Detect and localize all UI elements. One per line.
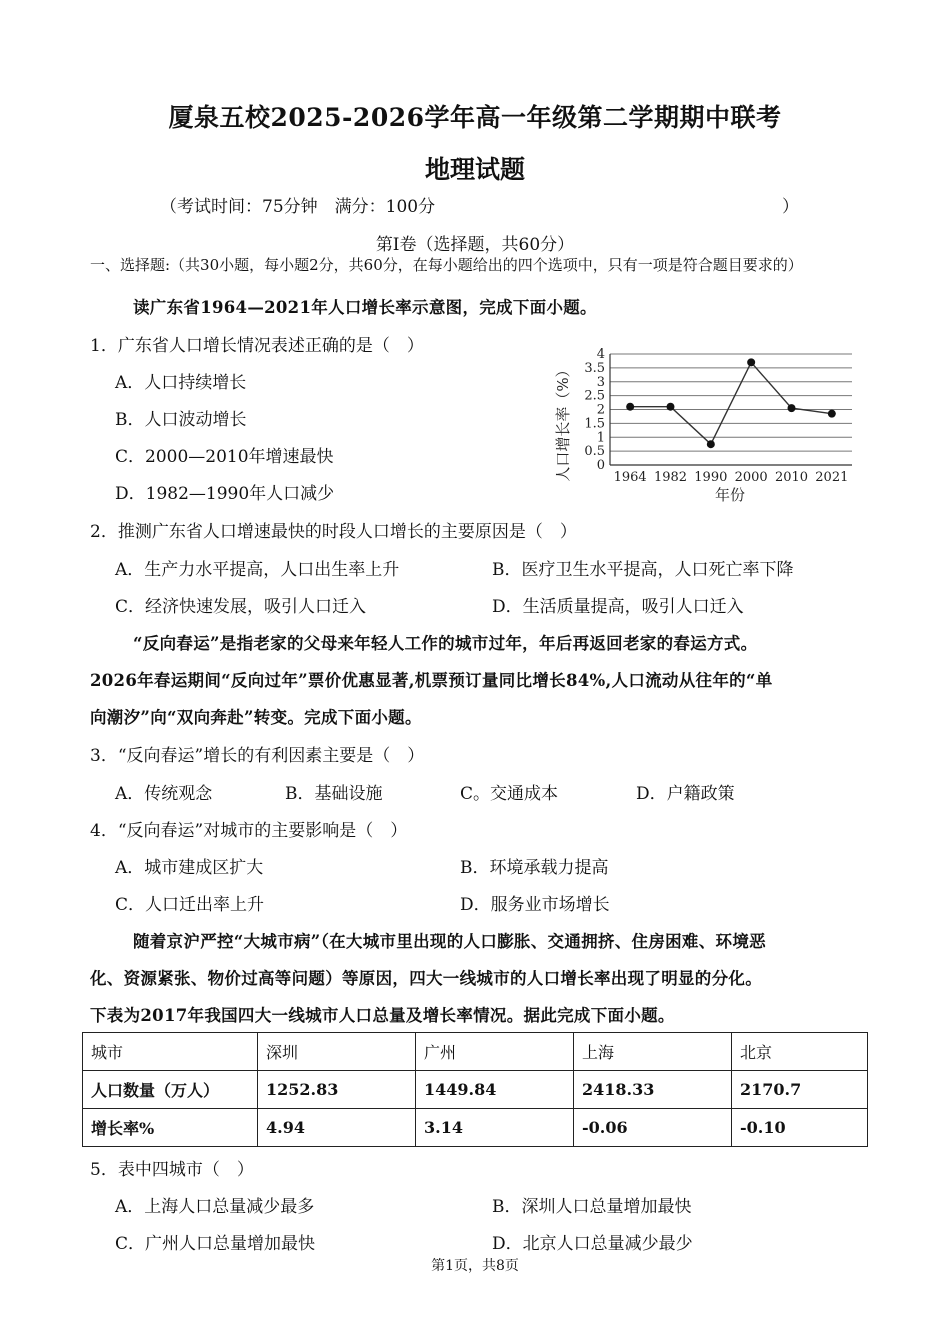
- table-cell: 城市: [83, 1033, 258, 1071]
- y-tick-label: 1: [596, 430, 605, 446]
- q3-option-c: C。交通成本: [460, 784, 559, 804]
- section3-para-line2: 化、资源紧张、物价过高等问题）等原因，四大一线城市的人口增长率出现了明显的分化。: [90, 969, 762, 988]
- exam-title: 厦泉五校2025-2026学年高一年级第二学期期中联考: [168, 103, 782, 132]
- data-point: [707, 440, 715, 448]
- table-cell: 2170.7: [732, 1071, 868, 1109]
- section2-para-line1: “反向春运”是指老家的父母来年轻人工作的城市过年，年后再返回老家的春运方式。: [133, 634, 758, 653]
- y-tick-label: 0.5: [584, 444, 605, 460]
- q3-stem: 3．“反向春运”增长的有利因素主要是（ ）: [90, 746, 425, 766]
- table-cell: 广州: [416, 1033, 574, 1071]
- data-point: [788, 404, 796, 412]
- q1-option-b: B．人口波动增长: [115, 410, 247, 430]
- volume-heading: 第Ⅰ卷（选择题，共60分）: [375, 235, 575, 255]
- exam-info-close: ）: [782, 197, 799, 217]
- y-axis-label: 人口增长率（%）: [554, 362, 572, 482]
- q2-option-c: C．经济快速发展，吸引人口迁入: [115, 597, 367, 617]
- section1-intro: 读广东省1964—2021年人口增长率示意图，完成下面小题。: [133, 298, 597, 317]
- q4-option-b: B．环境承载力提高: [460, 858, 609, 878]
- q4-option-c: C．人口迁出率上升: [115, 895, 265, 915]
- table-cell: 2418.33: [574, 1071, 732, 1109]
- table-cell: 3.14: [416, 1109, 574, 1147]
- q5-option-b: B．深圳人口总量增加最快: [492, 1197, 692, 1217]
- data-point: [667, 403, 675, 411]
- data-point: [747, 358, 755, 366]
- table-cell: 上海: [574, 1033, 732, 1071]
- q1-stem: 1．广东省人口增长情况表述正确的是（ ）: [90, 336, 424, 356]
- q5-option-a: A．上海人口总量减少最多: [115, 1197, 315, 1217]
- table-cell: 人口数量（万人）: [83, 1071, 258, 1109]
- page-footer: 第1页，共8页: [431, 1258, 519, 1274]
- exam-info: （考试时间：75分钟 满分：100分: [160, 197, 436, 217]
- x-tick-label: 1964: [613, 470, 647, 485]
- y-tick-label: 0: [596, 458, 605, 473]
- section3-para-line3: 下表为2017年我国四大一线城市人口总量及增长率情况。据此完成下面小题。: [90, 1006, 675, 1025]
- table-cell: 1252.83: [258, 1071, 416, 1109]
- q4-option-a: A．城市建成区扩大: [115, 858, 264, 878]
- q5-option-d: D．北京人口总量减少最少: [492, 1234, 693, 1254]
- table-cell: -0.10: [732, 1109, 868, 1147]
- q3-option-b: B．基础设施: [285, 784, 383, 804]
- subject-title: 地理试题: [424, 155, 525, 184]
- y-tick-label: 3.5: [584, 360, 605, 376]
- y-tick-label: 2.5: [584, 388, 605, 404]
- x-tick-label: 1982: [653, 470, 688, 485]
- x-axis-label: 年份: [714, 486, 746, 504]
- q5-option-c: C．广州人口总量增加最快: [115, 1234, 316, 1254]
- x-tick-label: 2000: [734, 470, 768, 485]
- table-row: [83, 1071, 868, 1109]
- q1-option-c: C．2000—2010年增速最快: [115, 447, 334, 467]
- q2-option-a: A．生产力水平提高，人口出生率上升: [115, 560, 400, 580]
- x-tick-label: 2021: [815, 470, 849, 485]
- table-cell: 深圳: [258, 1033, 416, 1071]
- data-point: [828, 410, 836, 418]
- q3-option-a: A．传统观念: [115, 784, 213, 804]
- x-tick-label: 1990: [694, 470, 728, 485]
- city-population-table: [82, 1032, 868, 1147]
- population-growth-chart: [548, 342, 858, 512]
- y-tick-label: 3: [596, 374, 605, 390]
- section3-para-line1: 随着京沪严控“大城市病”（在大城市里出现的人口膨胀、交通拥挤、住房困难、环境恶: [133, 932, 766, 951]
- q3-option-d: D．户籍政策: [636, 784, 735, 804]
- y-tick-label: 4: [596, 347, 605, 362]
- q4-option-d: D．服务业市场增长: [460, 895, 610, 915]
- q1-option-a: A．人口持续增长: [115, 373, 247, 393]
- q2-stem: 2．推测广东省人口增速最快的时段人口增长的主要原因是（ ）: [90, 522, 577, 542]
- x-tick-label: 2010: [774, 470, 809, 485]
- table-header-row: [83, 1033, 868, 1071]
- q2-option-b: B．医疗卫生水平提高，人口死亡率下降: [492, 560, 794, 580]
- y-tick-label: 2: [596, 402, 605, 418]
- table-cell: 4.94: [258, 1109, 416, 1147]
- section-instructions: 一、选择题:（共30小题，每小题2分，共60分，在每小题给出的四个选项中，只有一项是符合题目要求的）: [90, 256, 803, 274]
- table-cell: -0.06: [574, 1109, 732, 1147]
- q4-stem: 4．“反向春运”对城市的主要影响是（ ）: [90, 821, 408, 841]
- table-cell: 1449.84: [416, 1071, 574, 1109]
- data-point: [626, 403, 634, 411]
- table-cell: 增长率%: [83, 1109, 258, 1147]
- q1-option-d: D．1982—1990年人口减少: [115, 484, 335, 504]
- table-row: [83, 1109, 868, 1147]
- series-line: [630, 362, 832, 444]
- section2-para-line3: 向潮汐”向“双向奔赴”转变。完成下面小题。: [90, 708, 422, 727]
- q2-option-d: D．生活质量提高，吸引人口迁入: [492, 597, 744, 617]
- q5-stem: 5．表中四城市（ ）: [90, 1160, 254, 1180]
- y-tick-label: 1.5: [584, 416, 605, 432]
- section2-para-line2: 2026年春运期间“反向过年”票价优惠显著,机票预订量同比增长84%,人口流动从往年的“单: [90, 671, 773, 690]
- table-cell: 北京: [732, 1033, 868, 1071]
